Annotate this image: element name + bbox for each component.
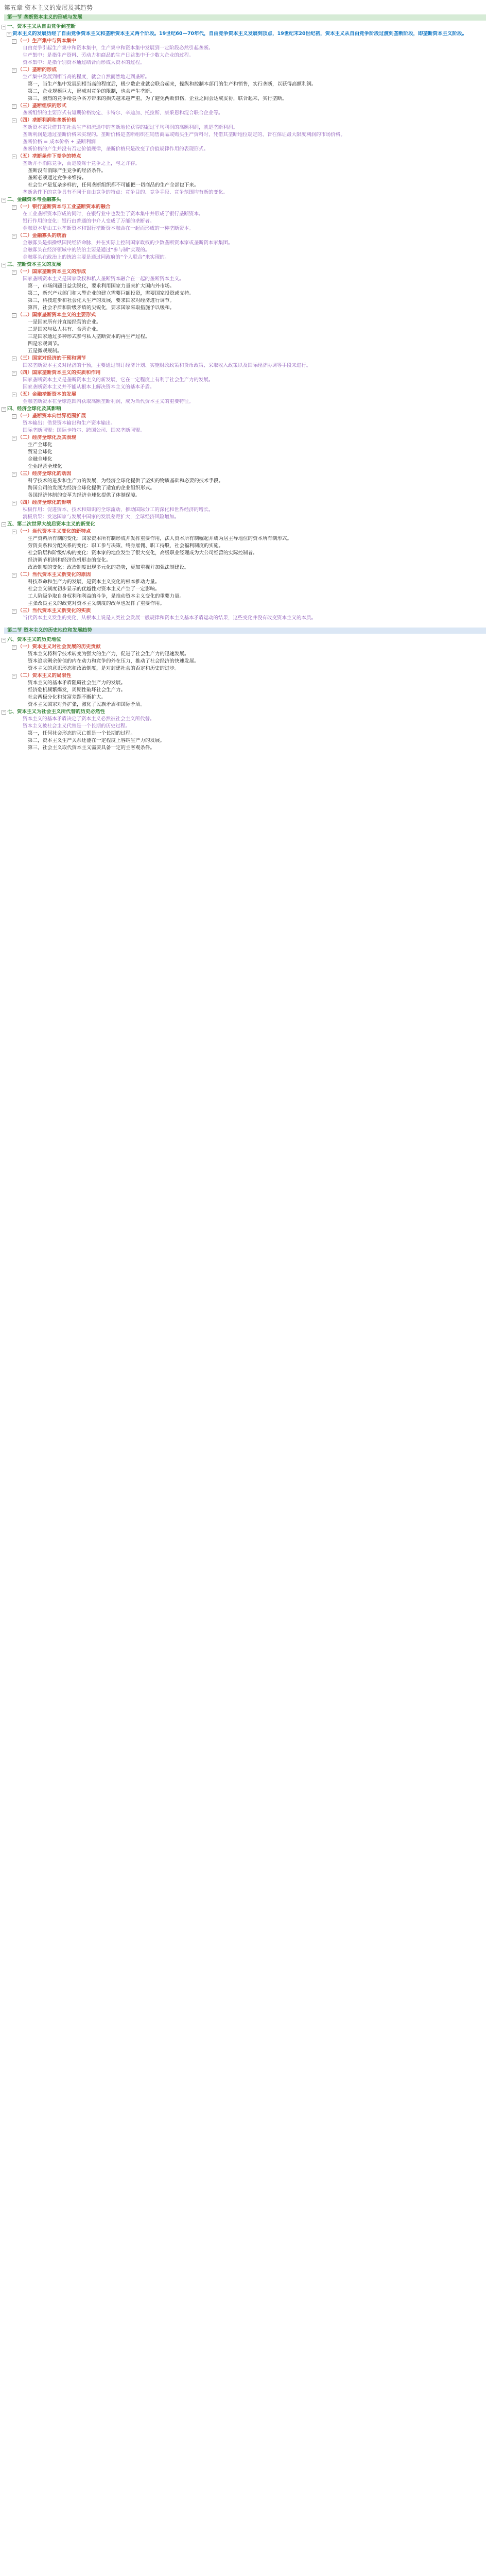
outline-item-level-1: 二、金融资本与金融寡头: [7, 197, 61, 202]
outline-item-level-4: 消极后果：发达国家与发展中国家的发展差距扩大，全球经济风险增加。: [23, 514, 180, 520]
outline-item-level-3: （三）国家对经济的干预和调节: [18, 355, 86, 361]
outline-item-level-5: 第二，新兴产业部门和大型企业的建立需要巨额投资，需要国家投资或支持。: [28, 291, 195, 296]
collapse-toggle-icon[interactable]: −: [2, 25, 6, 29]
outline-item-level-3: （一）当代资本主义变化的新特点: [18, 529, 91, 534]
outline-item-level-5: 第三，社会主义取代资本主义需要具备一定的主客观条件。: [28, 745, 155, 751]
outline-item-level-4: 在工业垄断资本形成的同时，在银行业中也发生了资本集中并形成了银行垄断资本。: [23, 211, 204, 217]
outline-item-level-4: 金融垄断资本在全球范围内获取高额垄断利润，成为当代资本主义的重要特征。: [23, 399, 194, 404]
outline-item-level-5: 政治制度的变化：政治制度出现多元化的趋势，更加重视并加强法制建设。: [28, 565, 189, 570]
collapse-toggle-icon[interactable]: −: [12, 501, 16, 505]
collapse-toggle-icon[interactable]: −: [12, 674, 16, 678]
outline-item-level-1: 七、资本主义为社会主义所代替的历史必然性: [7, 709, 106, 715]
outline-item-level-3: （二）垄断的形成: [18, 67, 57, 73]
section-title: 第一节 垄断资本主义的形成与发展: [7, 14, 82, 20]
collapse-toggle-icon[interactable]: −: [2, 710, 6, 714]
outline-item-level-3: （二）经济全球化及其表现: [18, 435, 77, 440]
outline-item-level-5: 劳资关系和分配关系的变化：职工参与决策、终身雇佣、职工持股，社会福利制度的实施。: [28, 543, 224, 549]
outline-item-level-5: 生产资料所有制的变化：国家资本所有制形成并发挥重要作用，法人资本所有制崛起并成为居主导地位的资本所有制形式。: [28, 536, 292, 541]
outline-item-level-5: 资本主义国家对外扩张，激化了民族矛盾和国际矛盾。: [28, 702, 146, 707]
outline-item-level-1: 三、垄断资本主义的发展: [7, 262, 61, 267]
outline-item-level-5: 跨国公司的发展为经济全球化提供了适宜的企业组织形式。: [28, 485, 155, 491]
outline-item-level-4: 垄断资本家凭借其在社会生产和流通中的垄断地位获得的超过平均利润的高额利润，就是垄断利润。: [23, 125, 238, 130]
collapse-toggle-icon[interactable]: −: [12, 436, 16, 440]
collapse-toggle-icon[interactable]: −: [12, 234, 16, 238]
outline-item-level-5: 企业经营全球化: [28, 464, 62, 469]
collapse-toggle-icon[interactable]: −: [2, 638, 6, 642]
outline-item-level-5: 贸易全球化: [28, 449, 53, 455]
outline-item-level-1: 四、经济全球化及其影响: [7, 406, 61, 412]
outline-item-level-5: 工人阶级争取自身权利和利益的斗争，是推动资本主义变化的重要力量。: [28, 594, 185, 599]
outline-item-level-5: 二是国家与私人共有、合营企业。: [28, 327, 101, 332]
outline-item-level-4: 自由竞争引起生产集中和资本集中，生产集中和资本集中发展到一定阶段必然引起垄断。: [23, 45, 214, 51]
outline-item-level-3: （一）国家垄断资本主义的形成: [18, 269, 86, 275]
outline-item-level-3: （一）生产集中与资本集中: [18, 38, 77, 44]
outline-item-level-3: （二）当代资本主义新变化的原因: [18, 572, 91, 578]
collapse-toggle-icon[interactable]: −: [12, 414, 16, 418]
outline-item-level-5: 科学技术的进步和生产力的发展，为经济全球化提供了坚实的物质基础和必要的技术手段。: [28, 478, 224, 484]
outline-item-level-5: 垄断必须通过竞争来维持。: [28, 175, 87, 181]
outline-item-level-4: 国际垄断同盟：国际卡特尔、跨国公司、国家垄断同盟。: [23, 428, 145, 433]
outline-item-level-3: （四）国家垄断资本主义的实质和作用: [18, 370, 101, 376]
collapse-toggle-icon[interactable]: −: [12, 155, 16, 159]
outline-item-level-4: 国家垄断资本主义并不能从根本上解决资本主义的基本矛盾。: [23, 384, 155, 390]
outline-item-level-4: 国家垄断资本主义是国家政权和私人垄断资本融合在一起的垄断资本主义。: [23, 276, 184, 282]
outline-item-level-5: 第二，企业规模巨大，形成对竞争的限制，也会产生垄断。: [28, 89, 155, 94]
outline-item-level-3: （二）国家垄断资本主义的主要形式: [18, 312, 96, 318]
collapse-toggle-icon[interactable]: −: [12, 472, 16, 476]
collapse-toggle-icon[interactable]: −: [7, 32, 11, 36]
outline-item-level-3: （二）金融寡头的统治: [18, 233, 67, 239]
collapse-toggle-icon[interactable]: −: [12, 68, 16, 72]
outline-item-level-5: 三是国家通过多种形式参与私人垄断资本的再生产过程。: [28, 334, 150, 340]
collapse-toggle-icon[interactable]: −: [12, 205, 16, 209]
collapse-toggle-icon[interactable]: −: [12, 104, 16, 108]
collapse-toggle-icon[interactable]: −: [12, 270, 16, 274]
outline-item-level-5: 科技革命和生产力的发展，是资本主义变化的根本推动力量。: [28, 579, 160, 585]
outline-item-level-4: 国家垄断资本主义是垄断资本主义的新发展，它在一定程度上有利于社会生产力的发展。: [23, 377, 214, 383]
collapse-toggle-icon[interactable]: −: [12, 573, 16, 577]
outline-item-level-5: 资本追求剩余价值的内在动力和竞争的外在压力，推动了社会经济的快速发展。: [28, 658, 199, 664]
outline-item-level-3: （一）银行垄断资本与工业垄断资本的融合: [18, 204, 111, 210]
collapse-toggle-icon[interactable]: −: [12, 357, 16, 361]
outline-item-level-4: 当代资本主义发生的变化，从根本上说是人类社会发展一般规律和资本主义基本矛盾运动的结果，这些变化并没有改变资本主义的本质。: [23, 615, 317, 621]
outline-item-level-5: 一是国家所有并直接经营的企业。: [28, 319, 101, 325]
outline-item-level-4: 生产集中发展到相当高的程度，就会自然而然地走到垄断。: [23, 74, 150, 80]
outline-item-level-5: 资本主义的基本矛盾阻碍社会生产力的发展。: [28, 680, 126, 686]
outline-item-level-4: 金融寡头在政治上的统治主要是通过同政府的“个人联合”来实现的。: [23, 255, 170, 260]
outline-item-level-4: 垄断组织的主要形式有短期价格协定、卡特尔、辛迪加、托拉斯、康采恩和混合联合企业等。: [23, 110, 223, 116]
outline-item-level-1: 一、资本主义从自由竞争到垄断: [7, 24, 76, 29]
collapse-toggle-icon[interactable]: −: [12, 118, 16, 123]
outline-item-level-4: 金融寡头在经济领域中的统治主要是通过“参与制”实现的。: [23, 247, 150, 253]
outline-item-level-3: （三）经济全球化的动因: [18, 471, 72, 477]
outline-item-level-4: 银行作用的变化：银行由普通的中介人变成了万能的垄断者。: [23, 218, 155, 224]
outline-item-level-5: 资本主义的意识形态和政治制度，是对封建社会的否定和历史的进步。: [28, 666, 180, 671]
outline-item-level-1: 五、第二次世界大战后资本主义的新变化: [7, 521, 96, 527]
outline-item-level-3: （五）金融垄断资本的发展: [18, 392, 77, 397]
outline-item-level-3: （三）垄断组织的形式: [18, 103, 67, 109]
section-bar: [4, 628, 486, 634]
outline-item-level-2: 资本主义的发展历经了自由竞争资本主义和垄断资本主义两个阶段。19世纪60—70年代，自由竞争资本主义发展到顶点，19世纪末20世纪初，资本主义从自由竞争阶段过渡到垄断阶段，即垄断资本主义阶段。: [12, 31, 467, 37]
outline-item-level-4: 生产集中：是指生产资料、劳动力和商品的生产日益集中于少数大企业的过程。: [23, 53, 194, 58]
outline-item-level-5: 社会主义制度初步显示的优越性对资本主义产生了一定影响。: [28, 586, 160, 592]
outline-item-level-3: （三）当代资本主义新变化的实质: [18, 608, 91, 614]
outline-item-level-5: 金融全球化: [28, 456, 53, 462]
outline-item-level-5: 社会生产是复杂多样的，任何垄断组织都不可能把一切商品的生产全部包下来。: [28, 182, 199, 188]
outline-item-level-5: 资本主义将科学技术转变为强大的生产力，促进了社会生产力的迅速发展。: [28, 651, 189, 657]
outline-item-level-4: 积极作用：促进资本、技术和知识的全球流动，推动国际分工的深化和世界经济的增长。: [23, 507, 214, 513]
outline-item-level-3: （四）经济全球化的影响: [18, 500, 72, 505]
collapse-toggle-icon[interactable]: −: [12, 609, 16, 613]
outline-item-level-5: 四是宏观调节。: [28, 341, 62, 347]
outline-item-level-5: 五是微观规制。: [28, 348, 62, 354]
outline-item-level-4: 金融资本是由工业垄断资本和银行垄断资本融合在一起而形成的一种垄断资本。: [23, 226, 194, 231]
collapse-toggle-icon[interactable]: −: [12, 530, 16, 534]
outline-item-level-5: 经济危机频繁爆发，周期性破坏社会生产力。: [28, 687, 126, 693]
outline-item-level-4: 垄断并不消除竞争，而是凌驾于竞争之上，与之并存。: [23, 161, 141, 166]
section-bar: [4, 14, 486, 21]
collapse-toggle-icon[interactable]: −: [2, 263, 6, 267]
outline-item-level-3: （五）垄断条件下竞争的特点: [18, 154, 81, 159]
outline-item-level-3: （一）资本主义对社会发展的历史贡献: [18, 644, 101, 650]
outline-item-level-4: 资本输出：借贷资本输出和生产资本输出。: [23, 420, 116, 426]
collapse-toggle-icon[interactable]: −: [12, 645, 16, 649]
outline-item-level-3: （一）垄断资本向世界范围扩展: [18, 413, 86, 419]
outline-item-level-5: 第一，任何社会形态的灭亡都是一个长期的过程。: [28, 731, 136, 736]
collapse-toggle-icon[interactable]: −: [12, 371, 16, 375]
outline-item-level-3: （二）资本主义的局限性: [18, 673, 72, 679]
outline-item-level-4: 资本主义被社会主义代替是一个长期的历史过程。: [23, 723, 131, 729]
collapse-toggle-icon[interactable]: −: [2, 522, 6, 527]
outline-item-level-4: 资本集中：是指个别资本通过结合而形成大资本的过程。: [23, 60, 145, 65]
page-title: 第五章 资本主义的发展及其趋势: [4, 4, 93, 11]
outline-item-level-5: 垄断没有消除产生竞争的经济条件。: [28, 168, 107, 174]
outline-item-level-4: 资本主义的基本矛盾决定了资本主义必然被社会主义所代替。: [23, 716, 155, 722]
outline-item-level-5: 第四，社会矛盾和阶级矛盾的尖锐化，要求国家采取措施予以缓和。: [28, 305, 175, 311]
outline-item-level-5: 社会阶层和阶级结构的变化：资本家的地位发生了很大变化，高级职业经理成为大公司经营的实际控制者。: [28, 550, 258, 556]
outline-item-level-4: 国家垄断资本主义对经济的干预，主要通过制订经济计划、实施财政政策和货币政策、采取收入政策以及国际经济协调等手段来进行。: [23, 363, 311, 368]
outline-item-level-5: 第三，激烈的竞争给竞争各方带来的损失越来越严重，为了避免两败俱伤，企业之间会达成妥协，联合起来，实行垄断。: [28, 96, 287, 101]
outline-item-level-5: 第一，当生产集中发展到相当高的程度后，极少数企业就会联合起来，操纵和控制本部门的生产和销售，实行垄断，以获得高额利润。: [28, 81, 317, 87]
outline-item-level-4: 垄断价格的产生并没有否定价值规律，垄断价格只是改变了价值规律作用的表现形式。: [23, 146, 209, 152]
outline-item-level-5: 社会两极分化和贫富差距不断扩大。: [28, 694, 107, 700]
outline-item-level-5: 第二，资本主义生产关系还能在一定程度上容纳生产力的发展。: [28, 738, 165, 743]
collapse-toggle-icon[interactable]: −: [12, 313, 16, 317]
outline-item-level-4: 垄断条件下的竞争具有不同于自由竞争的特点：竞争目的、竞争手段、竞争范围均有新的变化。: [23, 190, 229, 195]
outline-item-level-1: 六、资本主义的历史地位: [7, 637, 61, 642]
outline-item-level-5: 第一，市场问题日益尖锐化，要求利用国家力量来扩大国内外市场。: [28, 283, 175, 289]
outline-item-level-5: 主张改良主义的政党对资本主义制度的改革也发挥了重要作用。: [28, 601, 165, 606]
outline-item-level-5: 各国经济体制的变革为经济全球化提供了体制保障。: [28, 493, 141, 498]
collapse-toggle-icon[interactable]: −: [2, 198, 6, 202]
outline-item-level-3: （四）垄断利润和垄断价格: [18, 117, 77, 123]
collapse-toggle-icon[interactable]: −: [12, 39, 16, 43]
outline-item-level-4: 垄断价格 = 成本价格 + 垄断利润: [23, 139, 96, 145]
outline-item-level-5: 经济调节机制和经济危机形态的变化。: [28, 557, 111, 563]
section-title: 第二节 资本主义的历史地位和发展趋势: [7, 628, 92, 633]
outline-item-level-5: 第三，科技进步和社会化大生产的发展，要求国家对经济进行调节。: [28, 298, 175, 303]
collapse-toggle-icon[interactable]: −: [2, 407, 6, 411]
collapse-toggle-icon[interactable]: −: [12, 393, 16, 397]
outline-item-level-4: 垄断利润是通过垄断价格来实现的。垄断价格是垄断组织在销售商品或购买生产资料时，凭借其垄断地位规定的、旨在保证最大限度利润的市场价格。: [23, 132, 346, 138]
outline-item-level-5: 生产全球化: [28, 442, 53, 448]
outline-item-level-4: 金融寡头是指操纵国民经济命脉，并在实际上控制国家政权的少数垄断资本家或垄断资本家集团。: [23, 240, 233, 246]
